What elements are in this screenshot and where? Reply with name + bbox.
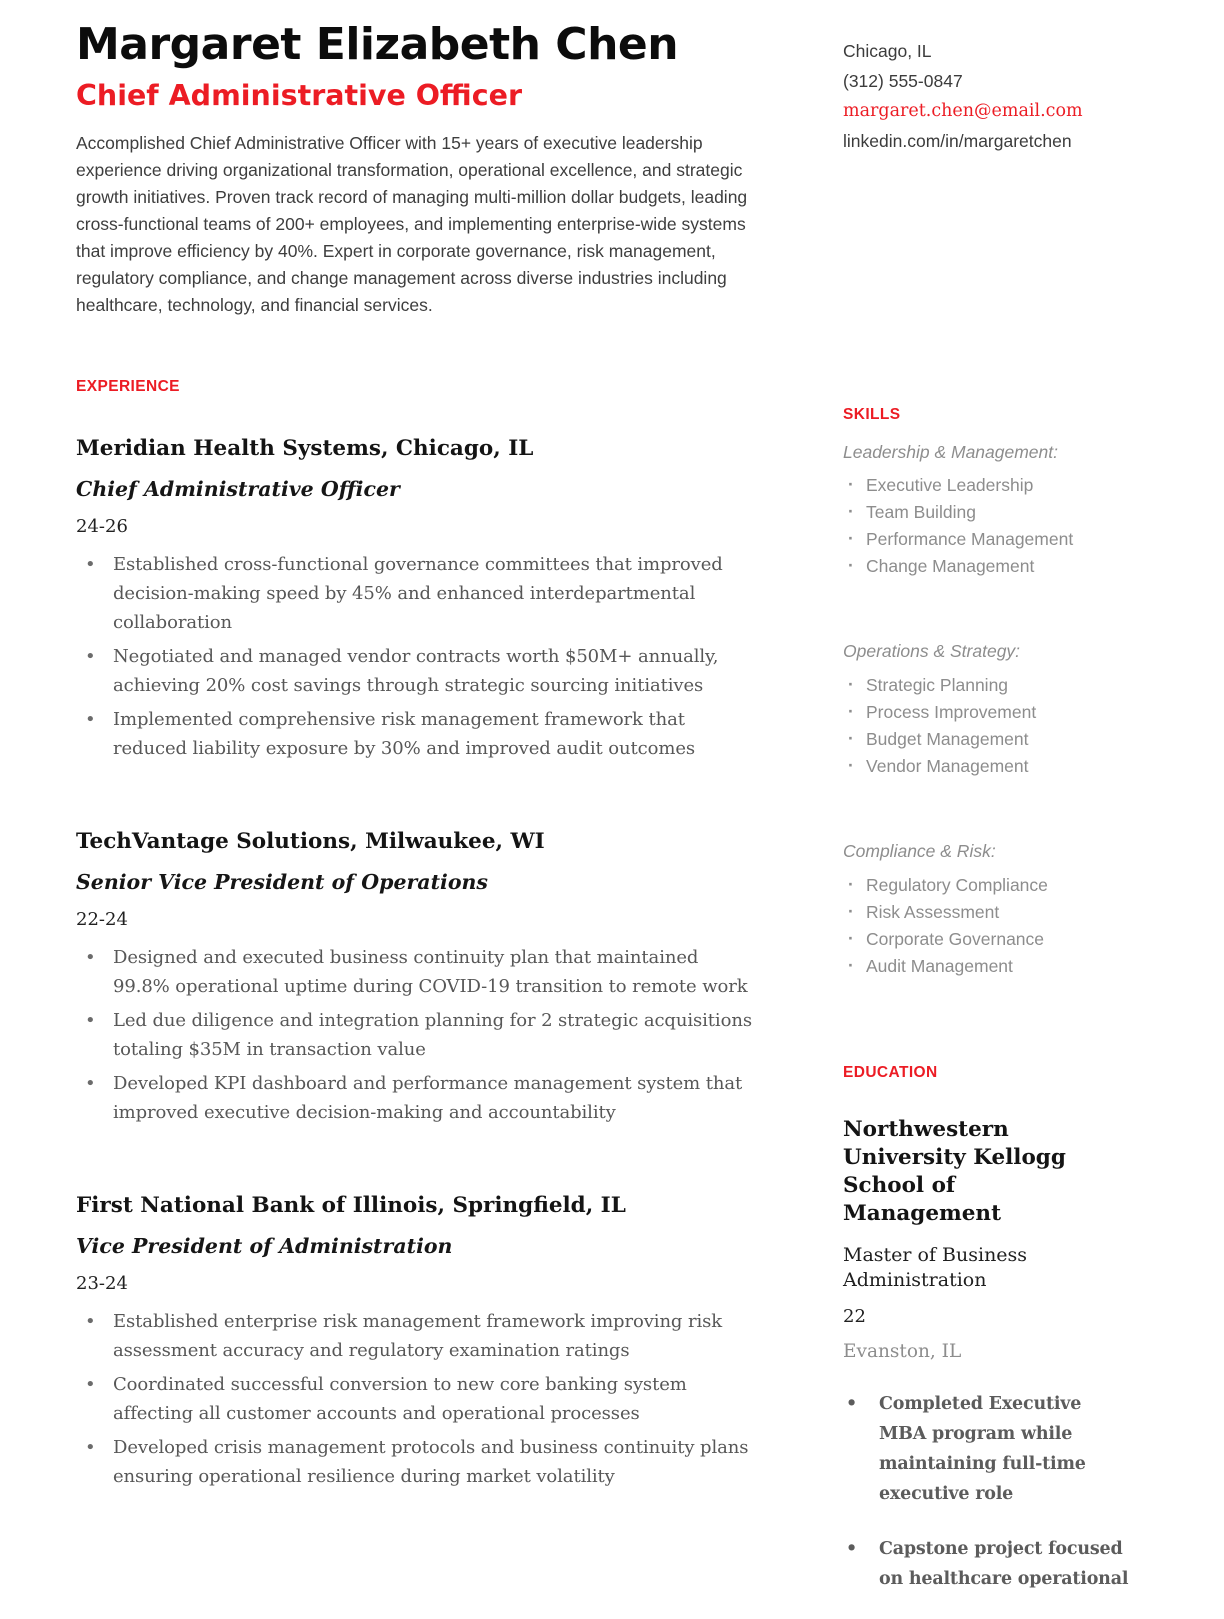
job-bullet: • Developed KPI dashboard and performance management system that improved executive decision-making and accountability xyxy=(76,1069,758,1127)
skill-item: · Corporate Governance xyxy=(843,926,1148,953)
skill-item: · Process Improvement xyxy=(843,699,1148,726)
skill-item: · Vendor Management xyxy=(843,753,1148,780)
job-dates: 23-24 xyxy=(76,1273,128,1295)
job-company: Meridian Health Systems, Chicago, IL xyxy=(76,435,534,461)
job-bullet: • Established cross-functional governance committees that improved decision-making speed by 45% and enhanced interdepartmental collaboration xyxy=(76,550,758,637)
job-dates: 22-24 xyxy=(76,909,128,931)
education-degree: Master of Business Administration xyxy=(843,1244,1028,1292)
job-entry xyxy=(76,829,776,1127)
job-company: First National Bank of Illinois, Springfield, IL xyxy=(76,1192,626,1218)
education-section xyxy=(843,1064,1148,1594)
education-highlight: • Completed Executive MBA program while maintaining full-time executive role xyxy=(843,1389,1134,1509)
job-bullet: • Developed crisis management protocols and business continuity plans ensuring operational resilience during market volatility xyxy=(76,1433,758,1491)
skill-group-list xyxy=(843,441,1148,980)
skill-item-list xyxy=(843,672,1148,780)
contact-linkedin-link[interactable]: linkedin.com/in/margaretchen xyxy=(843,131,1072,151)
job-role: Senior Vice President of Operations xyxy=(76,869,488,894)
experience-heading: EXPERIENCE xyxy=(76,378,180,396)
skill-item-list xyxy=(843,472,1148,580)
contact-block xyxy=(843,36,1148,156)
skills-heading: SKILLS xyxy=(843,406,901,423)
skill-group-label: Operations & Strategy: xyxy=(843,641,1021,662)
job-bullet: • Designed and executed business continuity plan that maintained 99.8% operational uptime during COVID-19 transition to remote work xyxy=(76,943,758,1001)
education-location: Evanston, IL xyxy=(843,1340,962,1362)
skill-item: · Performance Management xyxy=(843,526,1148,553)
job-role: Chief Administrative Officer xyxy=(76,476,400,501)
skill-group-label: Compliance & Risk: xyxy=(843,841,996,862)
candidate-title: Chief Administrative Officer xyxy=(76,79,522,113)
job-entry xyxy=(76,436,776,763)
skill-group xyxy=(843,840,1148,980)
job-entry xyxy=(76,1193,776,1491)
skill-item: · Change Management xyxy=(843,553,1148,580)
education-school: Northwestern University Kellogg School of Management xyxy=(843,1117,1066,1227)
sidebar-column xyxy=(843,14,1148,1619)
skill-item-list xyxy=(843,872,1148,980)
skill-item: · Regulatory Compliance xyxy=(843,872,1148,899)
skills-section xyxy=(843,406,1148,980)
skill-item: · Team Building xyxy=(843,499,1148,526)
job-company: TechVantage Solutions, Milwaukee, WI xyxy=(76,828,545,854)
skill-item: · Risk Assessment xyxy=(843,899,1148,926)
job-bullet-list xyxy=(76,1307,776,1491)
education-dates: 22 xyxy=(843,1306,866,1328)
skill-group xyxy=(843,441,1148,581)
skill-group-label: Leadership & Management: xyxy=(843,441,1058,462)
job-bullet-list xyxy=(76,550,776,763)
experience-section xyxy=(76,378,776,1491)
professional-summary: Accomplished Chief Administrative Officer with 15+ years of executive leadership experience driving organizational transformation, operational excellence, and strategic growth initiatives. Proven track record of managing multi-million dollar budgets, leading cross-functional teams of 200+ employees, and implementing enterprise-wide systems that improve efficiency by 40%. Expert in corporate governance, risk management, regulatory compliance, and change management across diverse industries including healthcare, technology, and financial services. xyxy=(76,133,748,316)
main-column xyxy=(76,14,776,1619)
contact-location: Chicago, IL xyxy=(843,41,932,61)
skill-item: · Strategic Planning xyxy=(843,672,1148,699)
job-bullet-list xyxy=(76,943,776,1127)
job-bullet: • Negotiated and managed vendor contracts worth $50M+ annually, achieving 20% cost savings through strategic sourcing initiatives xyxy=(76,642,758,700)
job-role: Vice President of Administration xyxy=(76,1233,453,1258)
education-highlight: • Capstone project focused on healthcare operational xyxy=(843,1534,1134,1594)
skill-item: · Budget Management xyxy=(843,726,1148,753)
contact-phone: (312) 555-0847 xyxy=(843,71,963,91)
contact-email-link[interactable]: margaret.chen@email.com xyxy=(843,101,1083,121)
skill-group xyxy=(843,640,1148,780)
education-heading: EDUCATION xyxy=(843,1063,938,1081)
candidate-name: Margaret Elizabeth Chen xyxy=(76,19,679,70)
job-dates: 24-26 xyxy=(76,516,128,538)
job-bullet: • Led due diligence and integration planning for 2 strategic acquisitions totaling $35M in transaction value xyxy=(76,1006,758,1064)
job-bullet: • Coordinated successful conversion to new core banking system affecting all customer accounts and operational processes xyxy=(76,1370,758,1428)
job-list xyxy=(76,436,776,1491)
skill-item: · Executive Leadership xyxy=(843,472,1148,499)
skill-item: · Audit Management xyxy=(843,953,1148,980)
education-highlight-list xyxy=(843,1389,1148,1594)
job-bullet: • Established enterprise risk management framework improving risk assessment accuracy and regulatory examination ratings xyxy=(76,1307,758,1365)
job-bullet: • Implemented comprehensive risk management framework that reduced liability exposure by 30% and improved audit outcomes xyxy=(76,705,758,763)
